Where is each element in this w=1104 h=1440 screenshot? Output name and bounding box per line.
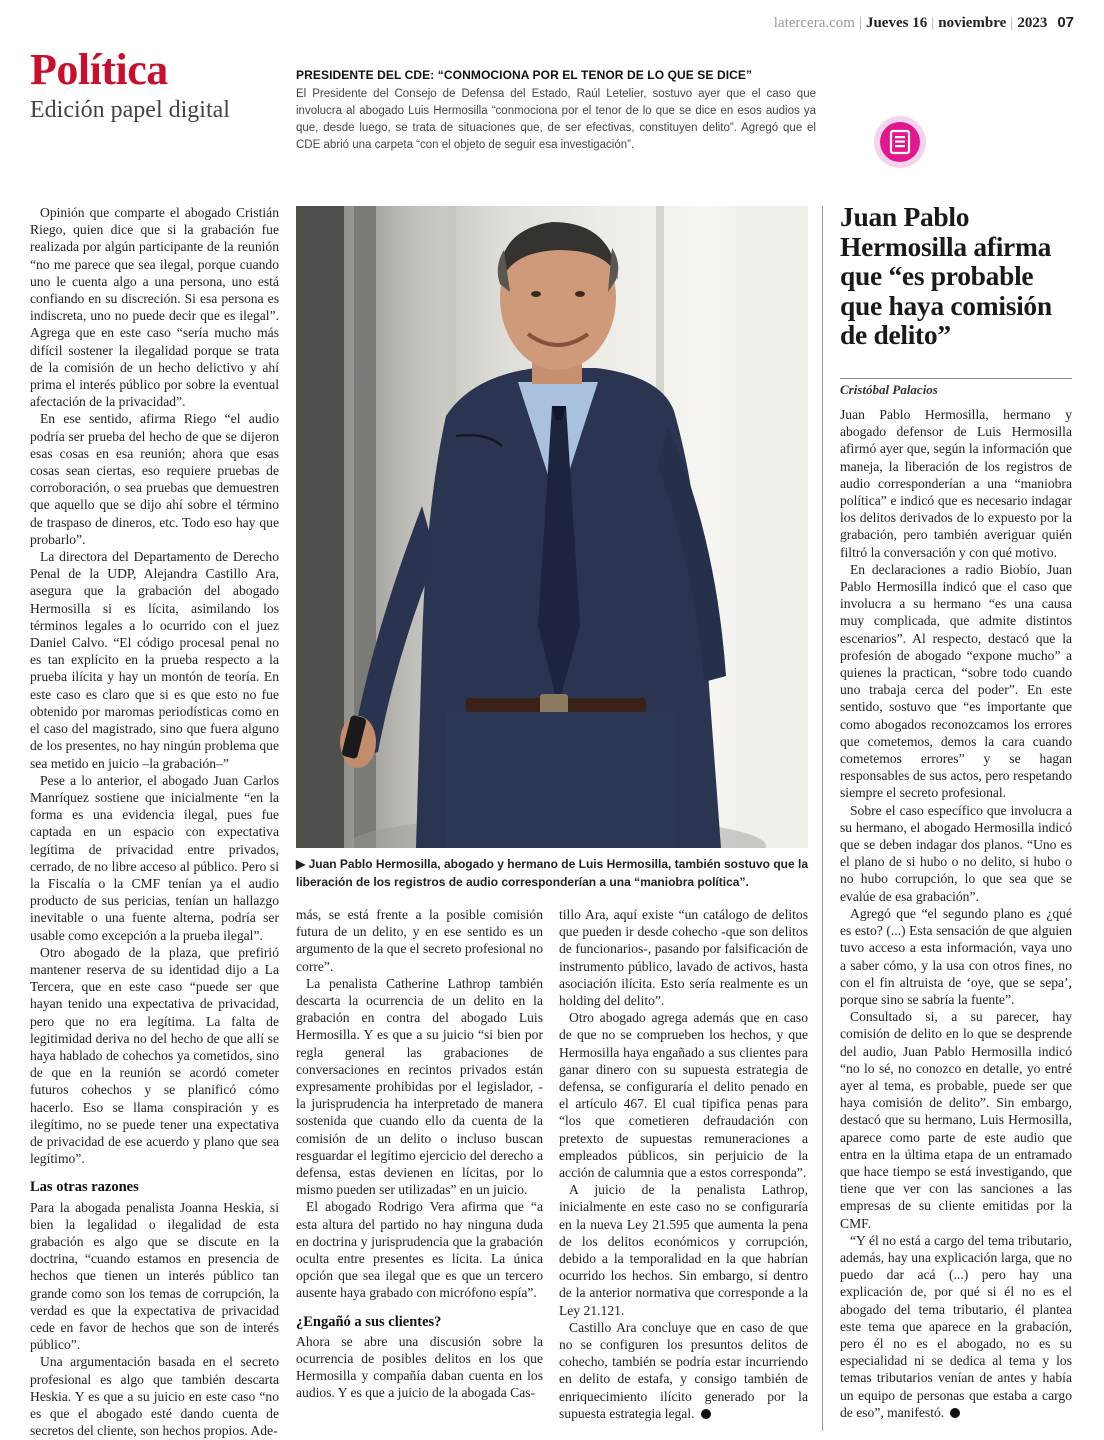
side-article-body (840, 406, 1072, 1421)
paragraph-final (840, 1232, 1072, 1421)
paragraph-final (559, 1319, 808, 1422)
column-divider (822, 206, 823, 1431)
site-name: latercera.com (773, 15, 855, 31)
end-mark-icon (950, 1408, 960, 1418)
paragraph: La directora del Departamento de Derecho Penal de la UDP, Alejandra Castillo Ara, asegura que la grabación del abogado Hermosilla si es lícita, asimilando los términos legales a lo ocurrido con el juez Daniel Calvo. “El código procesal penal no es tan explícito en la prueba respecto a la prueba ilícita y hay un montón de teoría. En este caso es claro que si es que esto no fue obtenido por maromas periodísticas como en el caso del magistrado, sino que fuera alguno de los presentes, no hay ningún problema que sea metido en juicio –la grabación–” (30, 549, 279, 771)
paragraph: más, se está frente a la posible comisión futura de un delito, y en ese sentido es un argumento de la que el secreto profesional no corre”. (296, 907, 543, 974)
paragraph: tillo Ara, aquí existe “un catálogo de delitos que pueden ir desde cohecho -que son delitos de funcionarios-, pasando por falsificación de instrumento público, lavado de activos, hasta asociación ilícita. Esto sería realmente es un holding del delito”. (559, 907, 808, 1009)
side-headline: Juan Pablo Hermosilla afirma que “es probable que haya comisión de delito” (840, 201, 1052, 350)
page-number: 07 (1057, 14, 1074, 31)
paragraph: Una argumentación basada en el secreto profesional es algo que también descarta Heskia. Y es que a su juicio en este caso “no es que el abogado esté dando cuenta de secretos del cliente, son hechos propios. Ade- (30, 1354, 279, 1439)
paragraph: En declaraciones a radio Biobío, Juan Pablo Hermosilla indicó que el caso que involucra a su hermano “es una causa muy complicada, que admite distintos escenarios”. Al respecto, destacó que la profesión de abogado “expone mucho” a quienes la practican, “sobre todo cuando uno trabaja cerca del poder”. En este sentido, sostuvo que “es importante que como abogados reconozcamos los errores que cometemos, demos la cara cuando cometemos errores” y se hagan responsables de sus actos, pero respetando siempre el secreto profesional. (840, 561, 1072, 801)
paragraph: A juicio de la penalista Lathrop, inicialmente en este caso no se configuraría en la nueva Ley 21.595 que aumenta la pena de los delitos económicos y corrupción, debido a la temporalidad en la que habrían ocurrido los hechos. Sin embargo, sí dentro de la anterior normativa que corresponde a la Ley 21.121. (559, 1182, 808, 1318)
section-title: Política (30, 45, 168, 94)
paragraph: Juan Pablo Hermosilla, hermano y abogado defensor de Luis Hermosilla afirmó ayer que, según la información que maneja, la liberación de los registros de audio corresponderían a una “maniobra política” e indicó que es necesario indagar los delitos derivados de lo expuesto por la grabación, pero también averiguar quién filtró la conversación y con qué motivo. (840, 407, 1072, 560)
headline-rule (840, 378, 1072, 379)
subheading: Las otras razones (30, 1179, 139, 1196)
document-icon (888, 129, 912, 155)
article-column-1 (30, 204, 279, 1439)
news-badge[interactable] (874, 116, 926, 168)
paragraph: Sobre el caso específico que involucra a su hermano, el abogado Hermosilla indicó que se deben indagar dos planos. “Uno es el plano de si hubo o no delito, si hubo o no hubo corrupción, lo que sea que se evalúe de esa grabación”. (840, 802, 1072, 904)
paragraph: Consultado si, a su parecer, hay comisión de delito en lo que se desprende del audio, Juan Pablo Hermosilla indicó “no lo sé, no conozco en detalle, yo entré ayer al tema, es probable, puede ser que haya comisión de delito”. Sin embargo, destacó que su hermano, Luis Hermosilla, aparece como parte de este audio que entra en la última etapa de un entramado que hace tiempo se está investigando, que tiene que ver con las sanciones a las empresas de su cliente emitidas por la CMF. (840, 1009, 1072, 1231)
paragraph-final-text: “Y él no está a cargo del tema tributario, además, hay una explicación larga, que no puedo dar acá (...) pero hay una explicación de, por qué si él no es el abogado del tema tributario, él plantea este tema que aparece en la grabación, pero él no es el abogado, no es su especialidad ni se dedica al tema y los temas tributarios venían de antes y había un equipo de personas que estaba a cargo de eso”, manifestó. (840, 1232, 1072, 1420)
end-mark-icon (701, 1409, 711, 1419)
paragraph: Otro abogado agrega además que en caso de que no se comprueben los hechos, y que Hermosilla haya engañado a sus clientes para ganar dinero con su supuesta estrategia de defensa, se configuraría el delito penado en el artículo 467. El cual tipifica penas para “los que cometieren defraudación con pretexto de supuestas remuneraciones a empleados públicos, sin perjuicio de la acción de calumnia que a estos corresponda”. (559, 1010, 808, 1181)
article-photo (296, 206, 808, 848)
brief-title: PRESIDENTE DEL CDE: “CONMOCIONA POR EL TENOR DE LO QUE SE DICE” (296, 68, 753, 82)
portrait-illustration (296, 206, 808, 848)
article-column-2 (296, 906, 543, 1402)
byline: Cristóbal Palacios (840, 382, 938, 397)
paragraph: Pese a lo anterior, el abogado Juan Carlos Manríquez sostiene que inicialmente “en la forma es una evidencia ilegal, pues fue captada en un espacio con expectativa legítima de privacidad entre privados, cerrado, de no libre acceso al público. Pero si la Fiscalía o la CMF tenían ya el audio producto de sus pericias, tenían un hallazgo inevitable o una fuente alterna, podría ser usable como excepción a la prueba ilegal”. (30, 772, 279, 943)
brief-text: El Presidente del Consejo de Defensa del Estado, Raúl Letelier, sostuvo ayer que el caso que involucra al abogado Luis Hermosilla “conmociona por el tenor de lo que se dice en esos audios ya que, desde luego, se trata de situaciones que, de ser efectivas, constituyen delito”. Agregó que el CDE abrió una carpeta “con el objeto de seguir esa investigación”. (296, 88, 816, 151)
paragraph: Agregó que “el segundo plano es ¿qué es esto? (...) Esta sensación de que alguien tuvo acceso a esta información, vaya uno a saber cómo, y la usa con otros fines, no con el fin altruista de ‘oye, que se sepa’, porque sino se sabría la fuente”. (840, 905, 1072, 1007)
paragraph: Ahora se abre una discusión sobre la ocurrencia de posibles delitos en los que Hermosilla y compañía daban cuenta en los audios. Y es que a juicio de la abogada Cas- (296, 1333, 543, 1401)
paragraph: Para la abogada penalista Joanna Heskia, si bien la legalidad o ilegalidad de esta grabación es algo que se discute en la doctrina, “cuando estamos en presencia de hechos que tienen un interés público tan grande como son los temas de corrupción, la verdad es que la expectativa de privacidad cede en favor de hechos que son de interés público”. (30, 1199, 279, 1353)
paragraph-final-text: Castillo Ara concluye que en caso de que no se configuren los presuntos delitos de cohecho, también se podría estar incurriendo en delito de estafa, y consigo también de enriquecimiento ilícito generado por la supuesta estrategia legal. (559, 1319, 808, 1421)
paragraph: La penalista Catherine Lathrop también descarta la ocurrencia de un delito en la grabación en contra del abogado Luis Hermosilla. Y es que a su juicio “si bien por regla general las grabaciones de conversaciones en recintos privados están expresamente prohibidas por el legislador, -la jurisprudencia ha interpretado de manera sostenida que cuando ello da cuenta de la comisión de un delito o incluso buscan resguardar el legítimo ejercicio del derecho a defensa, estas devienen en lícitas, por lo mismo pueden ser utilizadas” en un juicio. (296, 975, 543, 1198)
paragraph: En ese sentido, afirma Riego “el audio podría ser prueba del hecho de que se dijeron esas cosas en esa reunión; ahora que esas cosas sean ciertas, eso requiere pruebas de corroboración, o sea pruebas que demuestren que aquello que se dijo ahí sobre el término de traspaso de dineros, etc. Todo eso hay que probarlo”. (30, 411, 279, 547)
paragraph: El abogado Rodrigo Vera afirma que “a esta altura del partido no hay ninguna duda en doctrina y jurisprudencia que la grabación oculta entre presentes es lícita. La única opción que sea ilegal que es que un tercero ausente haya grabado con micrófono espía”. (296, 1199, 543, 1301)
header-month: noviembre (938, 15, 1007, 31)
paragraph: Opinión que comparte el abogado Cristián Riego, quien dice que si la grabación fue realizada por algún participante de la reunión “no me parece que sea ilegal, porque cuando uno le cuenta algo a una persona, uno está confiando en su discreción. Si esa persona es indiscreta, uno no puede decir que es ilegal”. Agrega que en este caso “sería mucho más difícil sostener la ilegalidad porque se trata de la comisión de un hecho delictivo y ahí prima el interés público por sobre la eventual afectación de la privacidad”. (30, 205, 279, 410)
paragraph: Otro abogado de la plaza, que prefirió mantener reserva de su identidad dijo a La Tercera, que en este caso “puede ser que hayan tenido una expectativa de privacidad, pero que no era legítima. La falta de legitimidad deriva no del hecho de que allí se haya hablado de cohechos ya cometidos, sino de que en la reunión se acordó cometer futuros cohechos y se planificó cómo hacerlo. Eso se llama conspiración y es ilegítimo, no se puede tener una expectativa de privacidad de ese acuerdo y plano que sea legítimo”. (30, 944, 279, 1167)
photo-caption: ▶ Juan Pablo Hermosilla, abogado y hermano de Luis Hermosilla, también sostuvo que la liberación de los registros de audio corresponderían a una “maniobra política”. (296, 857, 809, 889)
subheading: ¿Engañó a sus clientes? (296, 1313, 442, 1330)
edition-label: Edición papel digital (30, 97, 230, 123)
header-year: 2023 (1017, 15, 1048, 31)
page-header-meta: latercera.com | Jueves 16 | noviembre | 2023 07 (773, 14, 1074, 31)
header-day: Jueves 16 (865, 15, 928, 31)
article-column-3 (559, 906, 808, 1422)
